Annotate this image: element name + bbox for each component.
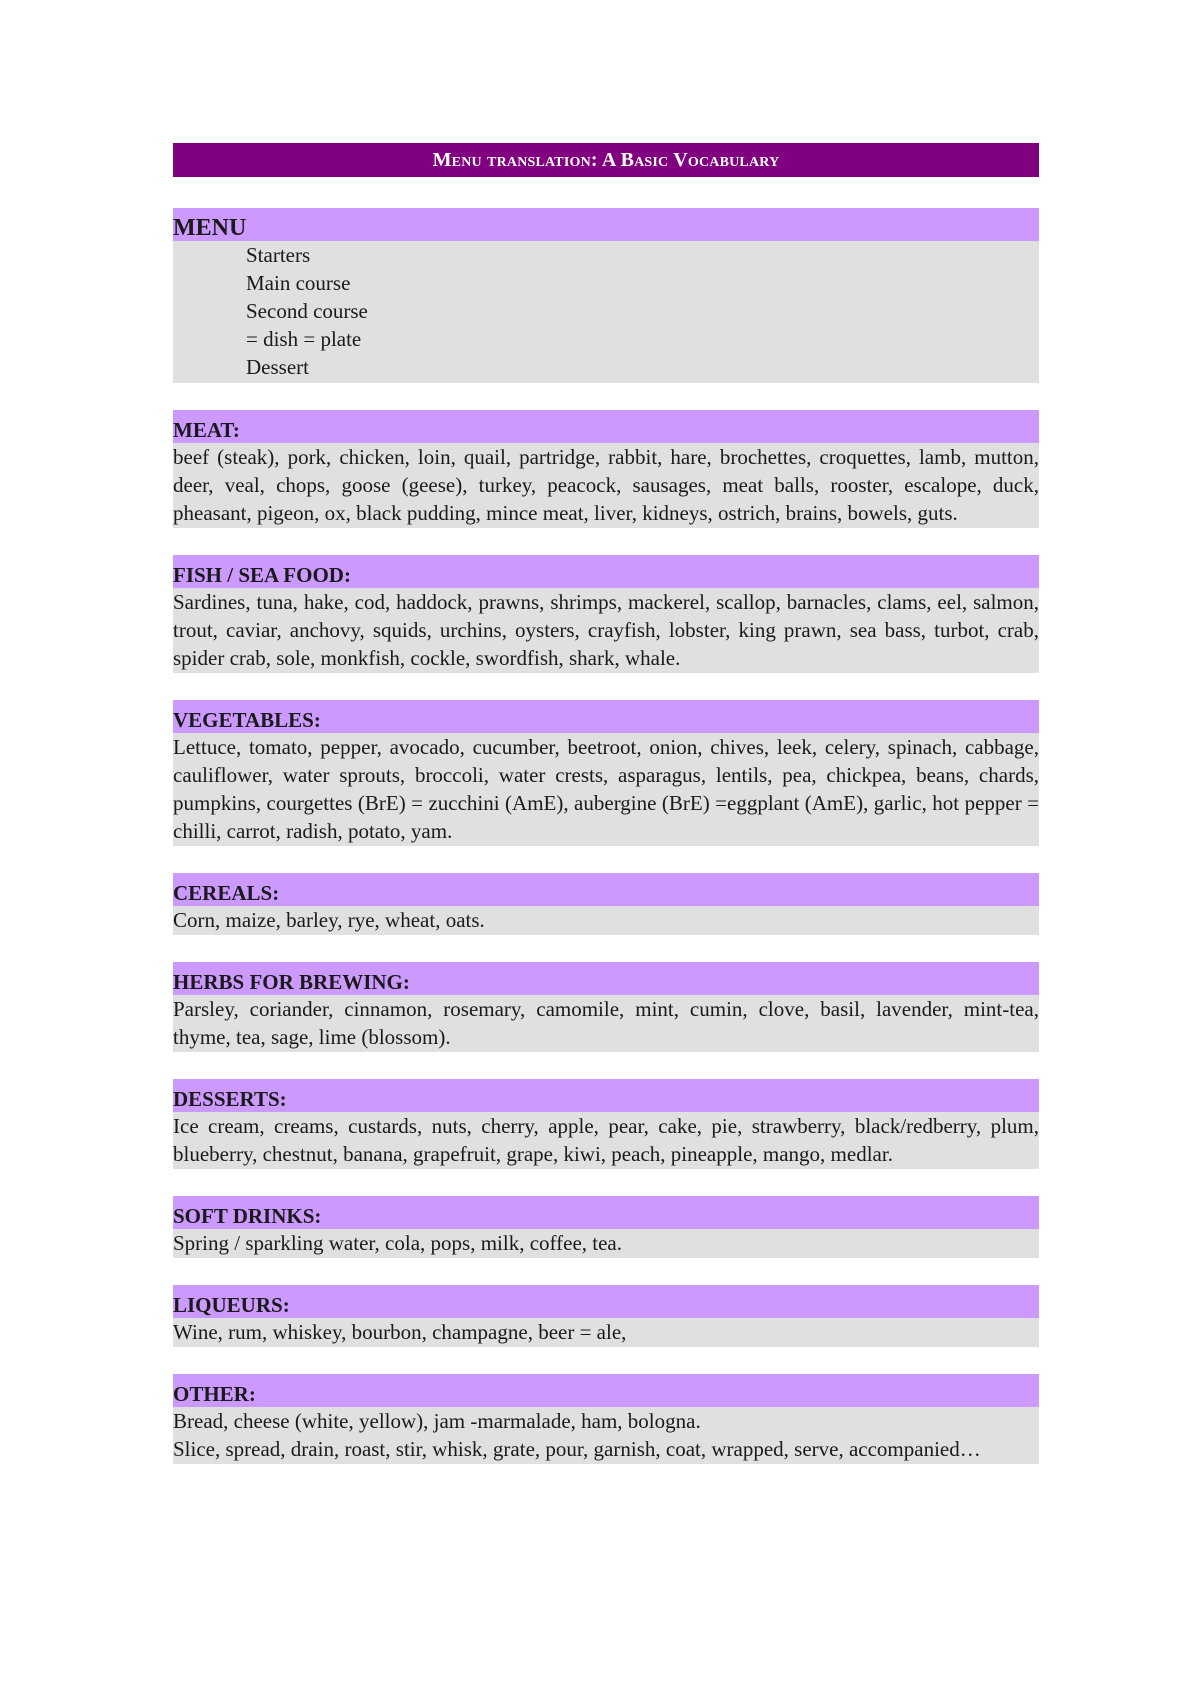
page-title: Menu translation: A Basic Vocabulary bbox=[173, 143, 1039, 177]
section-paragraph: Ice cream, creams, custards, nuts, cherry, apple, pear, cake, pie, strawberry, black/redberry, plum, blueberry, chestnut, banana, grapefruit, grape, kiwi, peach, pineapple, mango, medlar. bbox=[173, 1114, 1039, 1166]
section-paragraph: Wine, rum, whiskey, bourbon, champagne, beer = ale, bbox=[173, 1320, 627, 1344]
section-paragraph: Corn, maize, barley, rye, wheat, oats. bbox=[173, 908, 485, 932]
section-body bbox=[173, 906, 1039, 935]
section-menu bbox=[173, 208, 1039, 383]
section-meat bbox=[173, 410, 1039, 528]
menu-item-dessert: Dessert bbox=[246, 355, 309, 379]
section-heading: MEAT: bbox=[173, 410, 1039, 443]
menu-item-starters: Starters bbox=[246, 243, 311, 267]
section-body bbox=[173, 1112, 1039, 1169]
section-body bbox=[173, 995, 1039, 1052]
section-heading: FISH / SEA FOOD: bbox=[173, 555, 1039, 588]
section-heading: HERBS FOR BREWING: bbox=[173, 962, 1039, 995]
document-page bbox=[173, 143, 1039, 1491]
section-body bbox=[173, 733, 1039, 846]
section-liqueurs bbox=[173, 1285, 1039, 1347]
section-paragraph: Slice, spread, drain, roast, stir, whisk, grate, pour, garnish, coat, wrapped, serve, accompanied… bbox=[173, 1437, 981, 1461]
section-soft-drinks bbox=[173, 1196, 1039, 1258]
section-paragraph: Spring / sparkling water, cola, pops, milk, coffee, tea. bbox=[173, 1231, 622, 1255]
menu-item-second-course: Second course bbox=[246, 299, 368, 323]
section-body bbox=[173, 1407, 1039, 1464]
section-herbs-for-brewing bbox=[173, 962, 1039, 1052]
section-heading: CEREALS: bbox=[173, 873, 1039, 906]
section-heading: VEGETABLES: bbox=[173, 700, 1039, 733]
menu-list bbox=[173, 241, 1039, 383]
section-desserts bbox=[173, 1079, 1039, 1169]
section-paragraph: Parsley, coriander, cinnamon, rosemary, camomile, mint, cumin, clove, basil, lavender, mint-tea, thyme, tea, sage, lime (blossom). bbox=[173, 997, 1039, 1049]
section-body bbox=[173, 588, 1039, 673]
section-paragraph: Sardines, tuna, hake, cod, haddock, prawns, shrimps, mackerel, scallop, barnacles, clams, eel, salmon, trout, caviar, anchovy, squids, urchins, oysters, crayfish, lobster, king prawn, sea bass, turbot, crab, spider crab, sole, monkfish, cockle, swordfish, shark, whale. bbox=[173, 590, 1039, 670]
menu-item-main-course: Main course bbox=[246, 271, 351, 295]
section-paragraph: Lettuce, tomato, pepper, avocado, cucumber, beetroot, onion, chives, leek, celery, spinach, cabbage, cauliflower, water sprouts, broccoli, water crests, asparagus, lentils, pea, chickpea, beans, chards, pumpkins, courgettes (BrE) = zucchini (AmE), aubergine (BrE) =eggplant (AmE), garlic, hot pepper = chilli, carrot, radish, potato, yam. bbox=[173, 735, 1039, 843]
section-body bbox=[173, 443, 1039, 528]
section-paragraph: Bread, cheese (white, yellow), jam -marmalade, ham, bologna. bbox=[173, 1409, 701, 1433]
menu-item-dish-plate: = dish = plate bbox=[246, 327, 362, 351]
section-fish-sea-food bbox=[173, 555, 1039, 673]
section-heading: OTHER: bbox=[173, 1374, 1039, 1407]
section-vegetables bbox=[173, 700, 1039, 846]
section-paragraph: beef (steak), pork, chicken, loin, quail, partridge, rabbit, hare, brochettes, croquettes, lamb, mutton, deer, veal, chops, goose (geese), turkey, peacock, sausages, meat balls, rooster, escalope, duck, pheasant, pigeon, ox, black pudding, mince meat, liver, kidneys, ostrich, brains, bowels, guts. bbox=[173, 445, 1039, 525]
section-heading: MENU bbox=[173, 208, 1039, 241]
section-heading: LIQUEURS: bbox=[173, 1285, 1039, 1318]
section-body bbox=[173, 1229, 1039, 1258]
section-other bbox=[173, 1374, 1039, 1464]
section-heading: DESSERTS: bbox=[173, 1079, 1039, 1112]
section-heading: SOFT DRINKS: bbox=[173, 1196, 1039, 1229]
section-cereals bbox=[173, 873, 1039, 935]
section-body bbox=[173, 1318, 1039, 1347]
